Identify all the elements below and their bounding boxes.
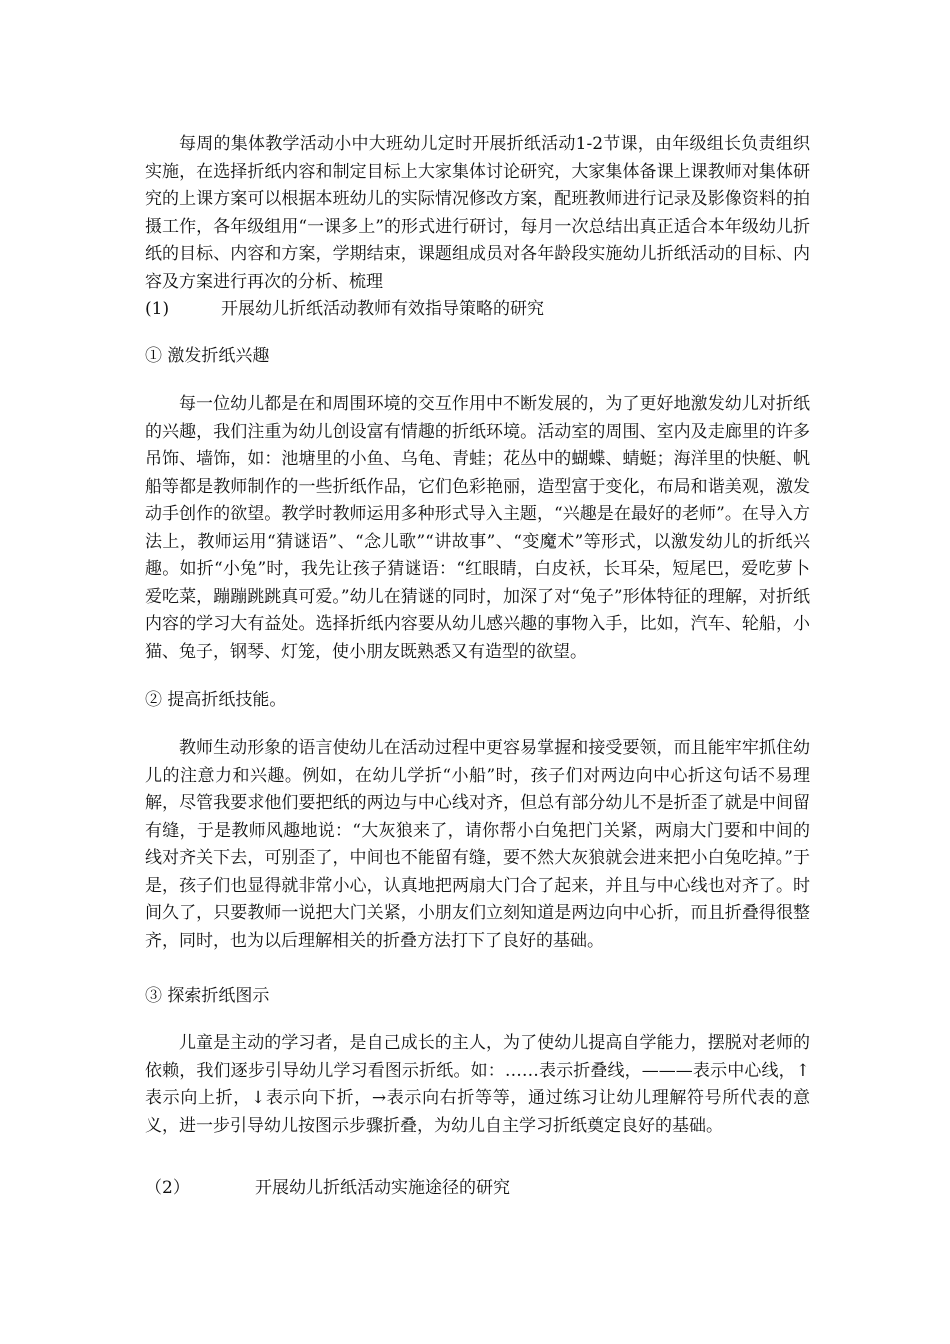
subheading-interest: ① 激发折纸兴趣 [145,346,270,366]
subheading-skills: ② 提高折纸技能。 [145,690,287,710]
paragraph-intro: 每周的集体教学活动小中大班幼儿定时开展折纸活动1-2节课，由年级组长负责组织实施，在选择折纸内容和制定目标上大家集体讨论研究，大家集体备课上课教师对集体研究的上课方案可以根据本班幼儿的实际情况修改方案，配班教师进行记录及影像资料的拍摄工作，各年级组用“一课多上”的形式进行研讨，每月一次总结出真正适合本年级幼儿折纸的目标、内容和方案，学期结束，课题组成员对各年龄段实施幼儿折纸活动的目标、内容及方案进行再次的分析、梳理 [145,134,810,292]
section-heading-2-text: 开展幼儿折纸活动实施途径的研究 [255,1178,510,1198]
section-heading-2-number: （2） [145,1178,190,1198]
paragraph-interest: 每一位幼儿都是在和周围环境的交互作用中不断发展的，为了更好地激发幼儿对折纸的兴趣，我们注重为幼儿创设富有情趣的折纸环境。活动室的周围、室内及走廊里的许多吊饰、墙饰，如：池塘里的小鱼、乌龟、青蛙；花丛中的蝴蝶、蜻蜓；海洋里的快艇、帆船等都是教师制作的一些折纸作品，它们色彩艳丽，造型富于变化，布局和谐美观，激发动手创作的欲望。教学时教师运用多种形式导入主题，“兴趣是在最好的老师”。在导入方法上，教师运用“猜谜语”、“念儿歌”“讲故事”、“变魔术”等形式，以激发幼儿的折纸兴趣。如折“小兔”时，我先让孩子猜谜语：“红眼睛，白皮袄，长耳朵，短尾巴，爱吃萝卜爱吃菜，蹦蹦跳跳真可爱。”幼儿在猜谜的同时，加深了对“兔子”形体特征的理解，对折纸内容的学习大有益处。选择折纸内容要从幼儿感兴趣的事物入手，比如，汽车、轮船，小猫、兔子，钢琴、灯笼，使小朋友既熟悉又有造型的欲望。 [145,394,810,662]
section-heading-1-number: (1) [145,299,170,319]
section-heading-1-text: 开展幼儿折纸活动教师有效指导策略的研究 [221,299,544,319]
paragraph-diagrams: 儿童是主动的学习者，是自己成长的主人，为了使幼儿提高自学能力，摆脱对老师的依赖，我们逐步引导幼儿学习看图示折纸。如：……表示折叠线，———表示中心线，↑表示向上折，↓表示向下折，→表示向右折等等，通过练习让幼儿理解符号所代表的意义，进一步引导幼儿按图示步骤折叠，为幼儿自主学习折纸奠定良好的基础。 [145,1033,810,1136]
subheading-diagrams: ③ 探索折纸图示 [145,986,270,1006]
section-heading-1 [145,296,810,323]
section-heading-2 [145,1175,810,1202]
paragraph-skills: 教师生动形象的语言使幼儿在活动过程中更容易掌握和接受要领，而且能牢牢抓住幼儿的注意力和兴趣。例如，在幼儿学折“小船”时，孩子们对两边向中心折这句话不易理解，尽管我要求他们要把纸的两边与中心线对齐，但总有部分幼儿不是折歪了就是中间留有缝，于是教师风趣地说：“大灰狼来了，请你帮小白兔把门关紧，两扇大门要和中间的线对齐关下去，可别歪了，中间也不能留有缝，要不然大灰狼就会进来把小白兔吃掉。”于是，孩子们也显得就非常小心，认真地把两扇大门合了起来，并且与中心线也对齐了。时间久了，只要教师一说把大门关紧，小朋友们立刻知道是两边向中心折，而且折叠得很整齐，同时，也为以后理解相关的折叠方法打下了良好的基础。 [145,738,810,951]
